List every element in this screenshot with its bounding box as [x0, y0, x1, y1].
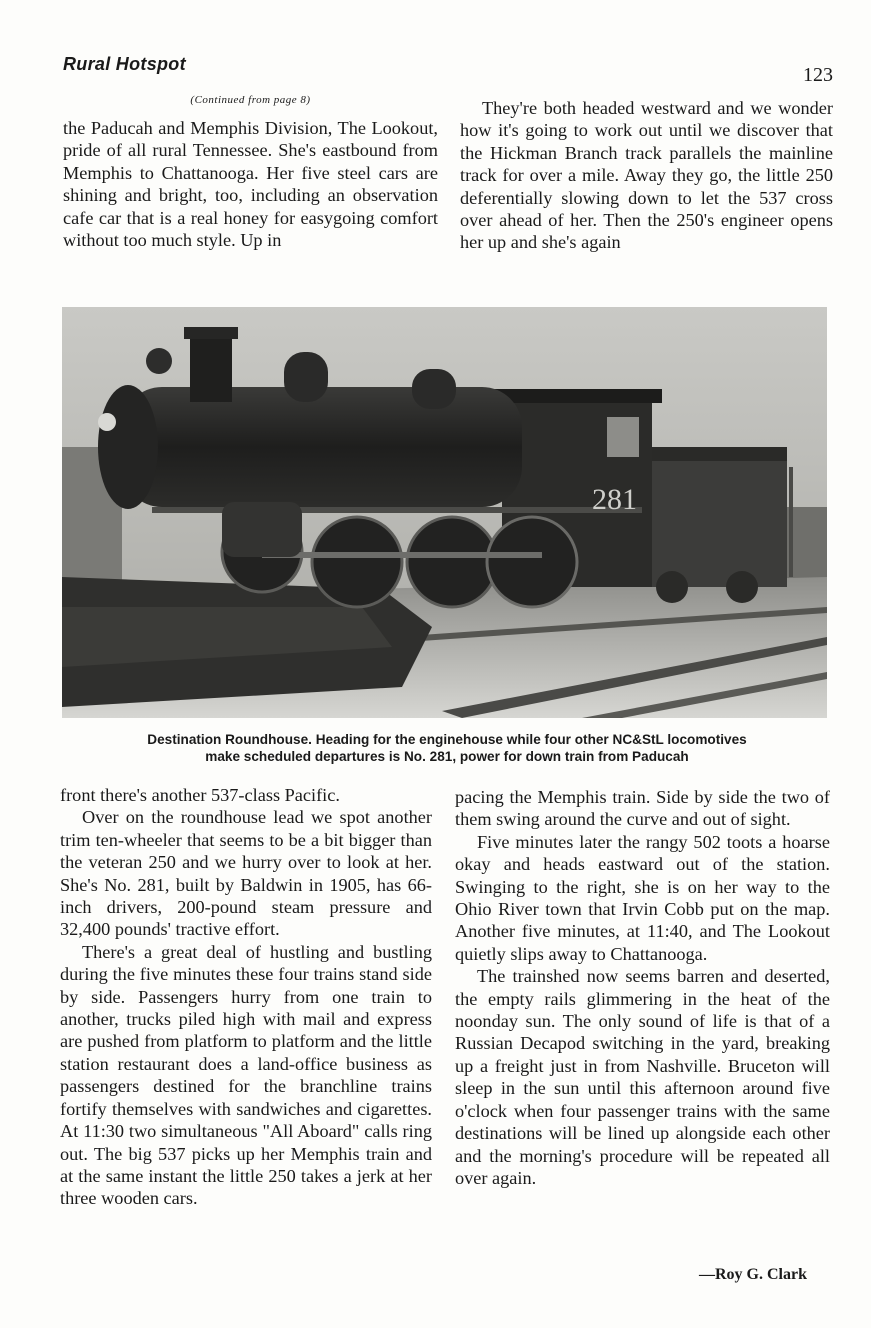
column-top-right: [460, 97, 833, 254]
paragraph: pacing the Memphis train. Side by side the two of them swing around the curve and out of sight.: [455, 787, 830, 830]
paragraph: Over on the roundhouse lead we spot another trim ten-wheeler that seems to be a bit bigger than the veteran 250 and we hurry over to look at her. She's No. 281, built by Baldwin in 1905, has 66-inch drivers, 200-pound steam pressure and 32,400 pounds' tractive effort.: [60, 807, 432, 940]
paragraph: They're both headed westward and we wonder how it's going to work out until we discover that the Hickman Branch track parallels the mainline track for over a mile. Away they go, the little 250 deferentially slowing down to let the 537 cross over ahead of her. Then the 250's engineer opens her up and she's again: [460, 98, 833, 253]
section-title: Rural Hotspot: [63, 54, 186, 74]
cab-number: 281: [592, 483, 637, 516]
paragraph: The trainshed now seems barren and deserted, the empty rails glimmering in the heat of the noonday sun. The only sound of life is that of a Russian Decapod switching in the yard, breaking up a freight just in from Nashville. Bruceton will sleep in the sun until this afternoon around five o'clock when four passenger trains with the same destinations will be lined up alongside each other and the morning's procedure will be repeated all over again.: [455, 966, 830, 1188]
continued-note: (Continued from page 8): [190, 94, 311, 106]
paragraph: There's a great deal of hustling and bustling during the five minutes these four trains stand side by side. Passengers hurry from one train to another, trucks piled high with mail and express are pushed from platform to platform and the little station restaurant does a land-office business as passengers destined for the branchline trains fortify themselves with sandwiches and cigarettes. At 11:30 two simultaneous "All Aboard" calls ring out. The big 537 picks up her Memphis train and at the same instant the little 250 takes a jerk at her three wooden cars.: [60, 941, 432, 1209]
locomotive-photo: [62, 307, 827, 718]
paragraph: the Paducah and Memphis Division, The Lookout, pride of all rural Tennessee. She's eastbound from Memphis to Chattanooga. Her five steel cars are shining and bright, too, including an observation cafe car that is a real honey for easygoing comfort without too much style. Up in: [63, 118, 438, 251]
byline: —Roy G. Clark: [699, 1266, 807, 1283]
paragraph: front there's another 537-class Pacific.: [60, 785, 340, 805]
paragraph: Five minutes later the rangy 502 toots a hoarse okay and heads eastward out of the station. Swinging to the right, she is on her way to the Ohio River town that Irvin Cobb put on the map. Another five minutes, at 11:40, and The Lookout quietly slips away to Chattanooga.: [455, 831, 830, 964]
column-top-left: [63, 117, 438, 251]
column-bottom-right: [455, 786, 830, 1189]
caption-line: Destination Roundhouse. Heading for the enginehouse while four other NC&StL locomotives: [147, 732, 747, 747]
page-number: 123: [803, 64, 833, 86]
column-bottom-left: [60, 784, 432, 1210]
caption-line: make scheduled departures is No. 281, power for down train from Paducah: [205, 749, 689, 764]
photo-caption: [62, 731, 832, 765]
